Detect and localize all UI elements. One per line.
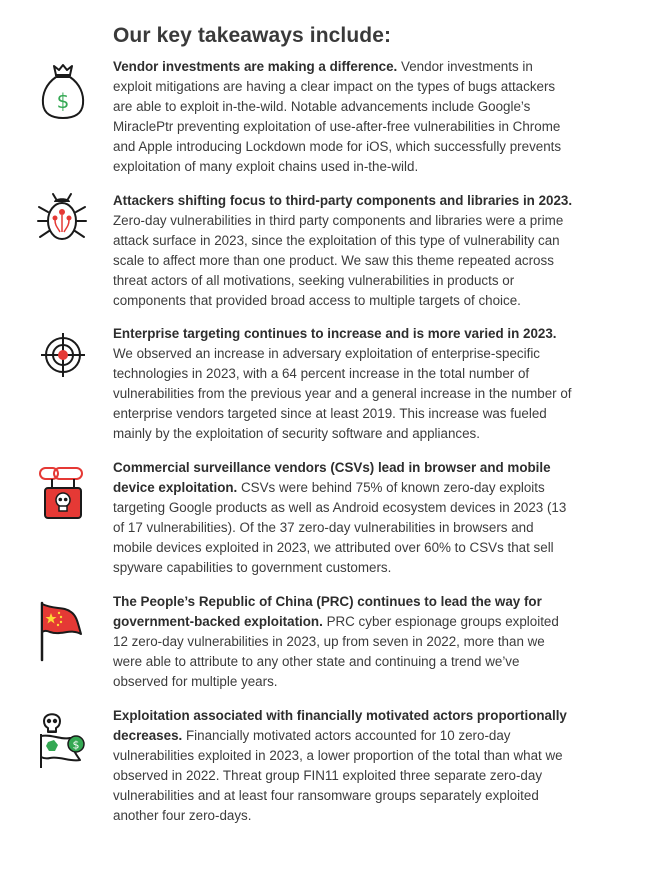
- takeaway-paragraph: [113, 57, 573, 178]
- takeaway-body: CSVs were behind 75% of known zero-day exploits targeting Google products as well as Android ecosystem devices in 2023 (13 of 17 vulnerabilities). Of the 37 zero-day vulnerabilities in browsers and mobile devices exploited in 2023, we attributed over 60% to CSVs that sell spyware capabilities to government customers.: [113, 480, 567, 576]
- takeaway-enterprise-targeting: [113, 324, 573, 445]
- takeaway-lead: Vendor investments are making a difference.: [113, 59, 398, 74]
- takeaway-paragraph: [113, 458, 573, 579]
- svg-text:$: $: [72, 738, 80, 752]
- takeaway-paragraph: [113, 191, 573, 312]
- takeaway-body: Zero-day vulnerabilities in third party components and libraries were a prime attack surface in 2023, since the exploitation of this type of vulnerability can scale to affect more than one product. We saw this theme repeated across threat actors of all motivations, seeking vulnerabilities in products or components that provided broad access to multiple targets of choice.: [113, 213, 564, 309]
- takeaway-prc-exploitation: [113, 592, 573, 692]
- takeaway-lead: Commercial surveillance vendors (CSVs) lead in browser and mobile device exploitation.: [113, 460, 551, 496]
- takeaway-lead: The People’s Republic of China (PRC) continues to lead the way for government-backed exploitation.: [113, 594, 542, 630]
- takeaway-financially-motivated: [113, 706, 573, 827]
- takeaway-commercial-surveillance: [113, 458, 573, 579]
- takeaway-paragraph: [113, 706, 573, 827]
- takeaway-body: We observed an increase in adversary exploitation of enterprise-specific technologies in 2023, with a 64 percent increase in the total number of vulnerabilities from the previous year and a general increase in the number of enterprise vendors targeted since at least 2019. This increase was fueled mainly by the exploitation of security software and appliances.: [113, 346, 572, 442]
- takeaway-paragraph: [113, 324, 573, 445]
- takeaway-lead: Enterprise targeting continues to increase and is more varied in 2023.: [113, 326, 557, 341]
- takeaway-lead: Exploitation associated with financially motivated actors proportionally decreases.: [113, 708, 567, 744]
- takeaway-body: Vendor investments in exploit mitigations are having a clear impact on the types of bugs attackers are able to exploit in-the-wild. Notable advancements include Google’s MiraclePtr preventing exploitation of use-after-free vulnerabilities in Chrome and Apple introducing Lockdown mode for iOS, which successfully prevents exploitation of many exploit chains used in-the-wild.: [113, 59, 562, 175]
- takeaway-third-party-components: [113, 191, 573, 312]
- svg-text:$: $: [56, 89, 70, 113]
- page-title: Our key takeaways include:: [113, 24, 392, 47]
- bug-icon: [36, 192, 88, 244]
- china-flag-icon: [37, 600, 85, 662]
- takeaway-body: PRC cyber espionage groups exploited 12 zero-day vulnerabilities in 2023, up from seven in 2022, more than we were able to attribute to any other state and continuing a trend we’ve observed for multiple years.: [113, 614, 559, 690]
- takeaway-vendor-investments: [113, 57, 573, 178]
- takeaway-lead: Attackers shifting focus to third-party components and libraries in 2023.: [113, 193, 573, 208]
- skull-flag-money-icon: [36, 710, 88, 770]
- money-bag-icon: [40, 62, 86, 120]
- takeaway-paragraph: [113, 592, 573, 692]
- takeaway-body: Financially motivated actors accounted for 10 zero-day vulnerabilities exploited in 2023, a lower proportion of the total than what we observed in 2022. Threat group FIN11 exploited three separate zero-day vulnerabilities and at least four ransomware groups separately exploited another four zero-days.: [113, 728, 563, 824]
- crosshair-target-icon: [40, 332, 86, 378]
- skull-padlock-icon: [38, 466, 88, 522]
